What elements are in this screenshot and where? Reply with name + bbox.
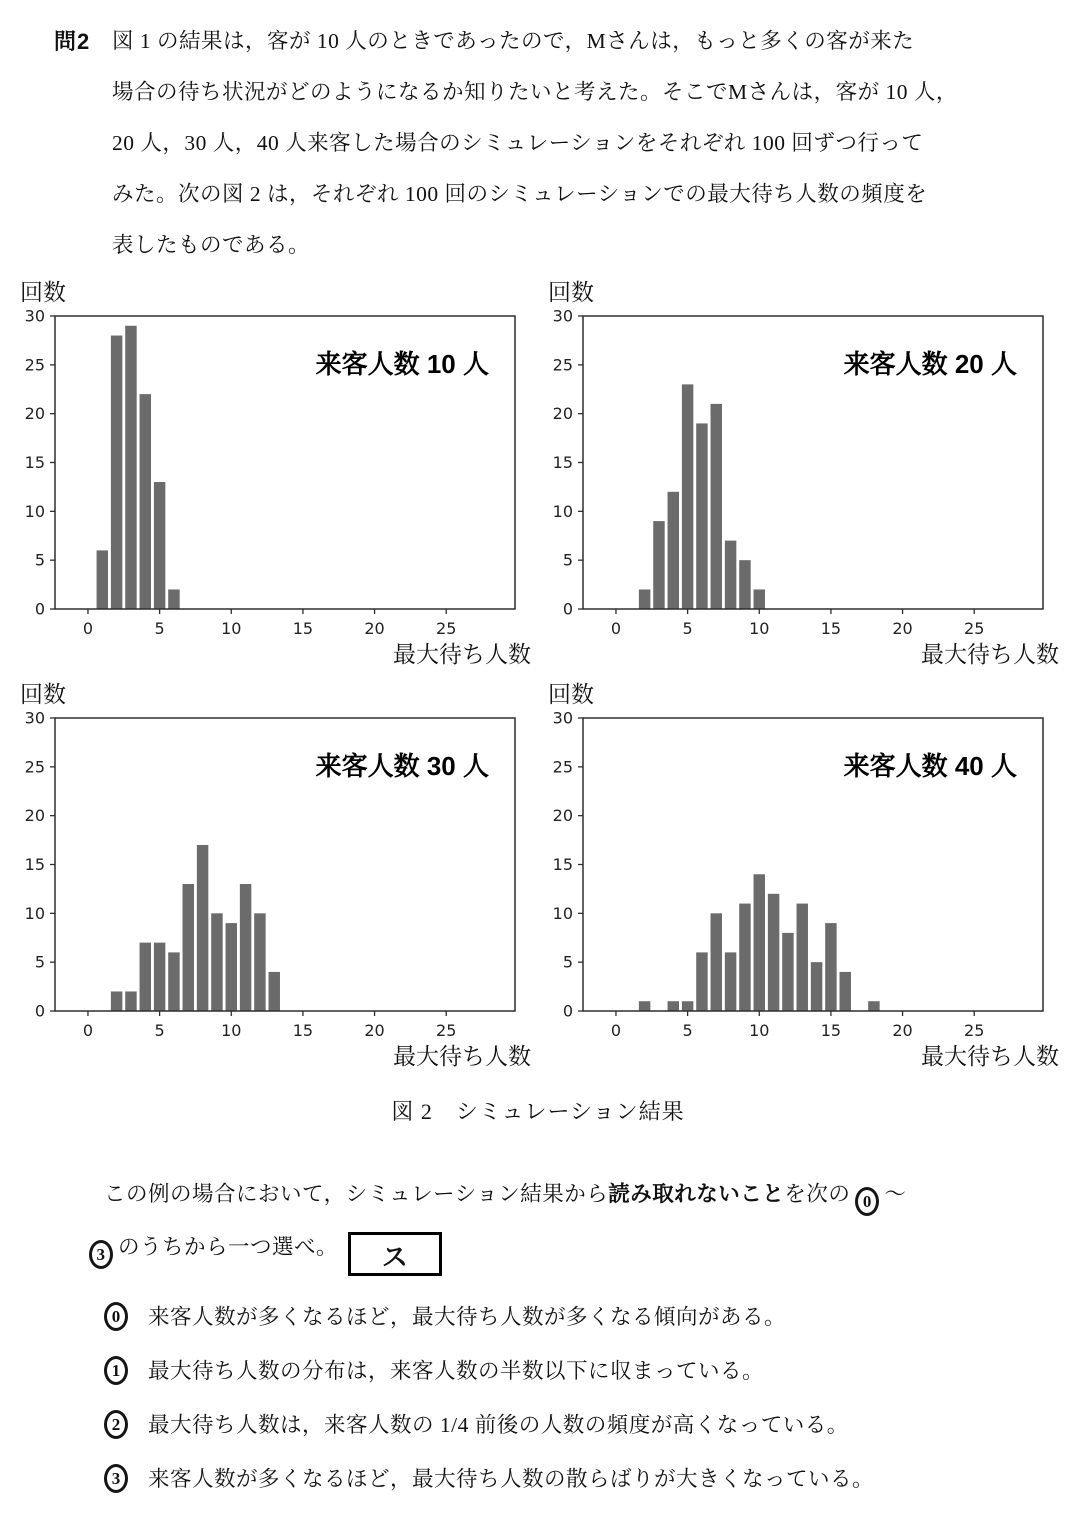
bars	[97, 326, 180, 609]
y-tick-label: 25	[552, 757, 573, 777]
x-tick-label: 20	[892, 1021, 913, 1040]
x-ticks	[611, 1011, 985, 1040]
bar-x4	[140, 943, 151, 1011]
answer-box-label: ス	[381, 1242, 409, 1272]
y-tick-label: 0	[562, 1001, 573, 1021]
x-tick-label: 0	[610, 1021, 622, 1040]
option-2-text: 最大待ち人数は，来客人数の 1/4 前後の人数の頻度が高くなっている。	[148, 1413, 849, 1437]
chart-annotation: 来客人数 20 人	[843, 349, 1017, 379]
y-ticks	[25, 307, 55, 619]
option-1-text: 最大待ち人数の分布は，来客人数の半数以下に収まっている。	[148, 1359, 765, 1383]
bar-x5	[154, 482, 165, 609]
y-tick-label: 30	[24, 708, 45, 728]
bar-x12	[782, 933, 793, 1011]
x-tick-label: 25	[964, 619, 985, 638]
bar-x1	[97, 550, 108, 609]
x-tick-label: 0	[610, 619, 622, 638]
x-axis-title: 最大待ち人数	[921, 642, 1059, 667]
bar-x5	[682, 384, 693, 609]
bar-x6	[696, 423, 707, 609]
x-tick-label: 5	[154, 619, 165, 638]
options-list	[104, 1302, 1046, 1495]
bar-x3	[125, 991, 136, 1011]
y-tick-label: 15	[552, 453, 573, 472]
y-tick-label: 5	[562, 952, 573, 972]
y-tick-label: 10	[552, 903, 573, 923]
option-row-3	[104, 1464, 1046, 1495]
y-tick-label: 30	[552, 306, 573, 326]
bar-x6	[168, 952, 179, 1011]
bar-x8	[725, 541, 736, 609]
x-tick-label: 10	[221, 1021, 242, 1040]
chart-annotation: 来客人数 30 人	[315, 751, 489, 781]
option-3-circled-number	[104, 1464, 128, 1493]
x-tick-label: 20	[892, 619, 913, 638]
bar-x7	[183, 884, 194, 1011]
y-axis-title: 回数	[20, 280, 66, 305]
option-3-digit: 3	[111, 1469, 121, 1488]
histogram-visitors-40	[546, 675, 1066, 1073]
x-tick-label: 15	[292, 619, 314, 638]
bar-x9	[211, 913, 222, 1011]
bar-x8	[725, 952, 736, 1011]
option-0-circled-number	[104, 1302, 128, 1331]
x-tick-label: 10	[221, 619, 242, 638]
bar-x13	[797, 904, 808, 1011]
option-1-digit: 1	[111, 1361, 121, 1380]
circled-number-0	[855, 1187, 879, 1216]
option-2-circled-number	[104, 1410, 128, 1439]
bar-x9	[739, 560, 750, 609]
option-1-circled-number	[104, 1356, 128, 1385]
bar-x10	[226, 923, 237, 1011]
circled-number-3-digit: 3	[96, 1245, 106, 1264]
x-tick-label: 15	[292, 1021, 314, 1040]
y-tick-label: 15	[24, 855, 45, 874]
bar-x14	[811, 962, 822, 1011]
bar-x12	[254, 913, 265, 1011]
y-tick-label: 20	[552, 404, 573, 424]
intro-text-line: 場合の待ち状況がどのようになるか知りたいと考えた。そこでMさんは，客が 10 人，	[112, 80, 958, 104]
y-tick-label: 5	[562, 550, 573, 570]
y-ticks	[553, 709, 583, 1021]
bar-x10	[754, 589, 765, 609]
histogram-visitors-20	[546, 273, 1066, 671]
histogram-svg	[18, 675, 538, 1073]
bars	[639, 384, 765, 609]
x-tick-label: 10	[749, 619, 770, 638]
y-tick-label: 15	[552, 855, 573, 874]
option-row-0	[104, 1302, 1046, 1333]
intro-text-line: みた。次の図 2 は，それぞれ 100 回のシミュレーションでの最大待ち人数の頻度を	[112, 182, 928, 206]
y-tick-label: 10	[24, 501, 45, 521]
y-ticks	[553, 307, 583, 619]
y-axis-title: 回数	[20, 682, 66, 707]
y-tick-label: 20	[24, 806, 45, 826]
bar-x6	[168, 589, 179, 609]
simulation-charts-grid	[18, 273, 1076, 1073]
bar-x4	[668, 1001, 679, 1011]
question-text-part1: この例の場合において，シミュレーション結果から	[104, 1182, 609, 1206]
question-line-2	[84, 1221, 1036, 1276]
option-2-digit: 2	[111, 1415, 121, 1434]
bar-x18	[868, 1001, 879, 1011]
x-tick-label: 25	[436, 1021, 457, 1040]
y-tick-label: 30	[552, 708, 573, 728]
bar-x13	[269, 972, 280, 1011]
bar-x2	[111, 336, 122, 609]
option-0-text: 来客人数が多くなるほど，最大待ち人数が多くなる傾向がある。	[148, 1305, 787, 1329]
y-tick-label: 5	[34, 952, 45, 972]
option-row-1	[104, 1356, 1046, 1387]
y-tick-label: 10	[24, 903, 45, 923]
x-tick-label: 10	[749, 1021, 770, 1040]
bar-x9	[739, 904, 750, 1011]
y-tick-label: 20	[24, 404, 45, 424]
intro-text-line: 表したものである。	[112, 233, 311, 257]
question-block	[84, 1168, 1036, 1276]
bar-x4	[140, 394, 151, 609]
question-line-1	[84, 1168, 1036, 1221]
x-ticks	[83, 1011, 457, 1040]
x-axis-title: 最大待ち人数	[393, 1044, 531, 1069]
y-tick-label: 30	[24, 306, 45, 326]
x-tick-label: 5	[154, 1021, 165, 1040]
answer-box-su	[348, 1232, 442, 1276]
x-ticks	[83, 609, 457, 638]
bar-x5	[154, 943, 165, 1011]
bar-x7	[711, 913, 722, 1011]
histogram-visitors-30	[18, 675, 538, 1073]
bar-x11	[768, 894, 779, 1011]
intro-text-line: 図 1 の結果は，客が 10 人のときであったので，Mさんは，もっと多くの客が来た	[112, 29, 915, 53]
bars	[639, 874, 880, 1011]
bar-x11	[240, 884, 251, 1011]
option-row-2	[104, 1410, 1046, 1441]
circled-number-0-digit: 0	[862, 1192, 872, 1211]
bar-x4	[668, 492, 679, 609]
x-tick-label: 20	[364, 619, 385, 638]
bar-x3	[125, 326, 136, 609]
y-tick-label: 25	[24, 757, 45, 777]
y-tick-label: 20	[552, 806, 573, 826]
x-tick-label: 0	[82, 619, 94, 638]
bar-x2	[639, 1001, 650, 1011]
y-tick-label: 5	[34, 550, 45, 570]
bar-x2	[111, 991, 122, 1011]
x-axis-title: 最大待ち人数	[393, 642, 531, 667]
bar-x10	[754, 874, 765, 1011]
y-tick-label: 25	[24, 355, 45, 375]
bar-x3	[653, 521, 664, 609]
x-tick-label: 5	[682, 1021, 693, 1040]
chart-annotation: 来客人数 40 人	[843, 751, 1017, 781]
histogram-svg	[546, 675, 1066, 1073]
x-tick-label: 25	[436, 619, 457, 638]
x-tick-label: 25	[964, 1021, 985, 1040]
question-tilde: ～	[884, 1182, 907, 1206]
histogram-svg	[546, 273, 1066, 671]
x-tick-label: 15	[820, 1021, 842, 1040]
bar-x7	[711, 404, 722, 609]
option-0-digit: 0	[111, 1307, 121, 1326]
question-text-part3: のうちから一つ選べ。	[118, 1235, 339, 1259]
bar-x16	[840, 972, 851, 1011]
question-bold-phrase: 読み取れないこと	[608, 1182, 785, 1206]
histogram-visitors-10	[18, 273, 538, 671]
y-tick-label: 10	[552, 501, 573, 521]
option-3-text: 来客人数が多くなるほど，最大待ち人数の散らばりが大きくなっている。	[148, 1467, 875, 1491]
question-text-part2: を次の	[784, 1182, 851, 1206]
y-tick-label: 0	[34, 599, 45, 619]
y-tick-label: 0	[34, 1001, 45, 1021]
x-ticks	[611, 609, 985, 638]
x-tick-label: 20	[364, 1021, 385, 1040]
y-axis-title: 回数	[548, 682, 594, 707]
bar-x15	[825, 923, 836, 1011]
x-tick-label: 15	[820, 619, 842, 638]
y-tick-label: 25	[552, 355, 573, 375]
x-tick-label: 5	[682, 619, 693, 638]
y-ticks	[25, 709, 55, 1021]
y-tick-label: 0	[562, 599, 573, 619]
y-tick-label: 15	[24, 453, 45, 472]
bar-x2	[639, 589, 650, 609]
histogram-svg	[18, 273, 538, 671]
x-tick-label: 0	[82, 1021, 94, 1040]
bar-x6	[696, 952, 707, 1011]
bars	[111, 845, 280, 1011]
circled-number-3	[89, 1240, 113, 1269]
figure-caption: 図 2 シミュレーション結果	[391, 1099, 685, 1124]
chart-annotation: 来客人数 10 人	[315, 349, 489, 379]
intro-text-line: 20 人，30 人，40 人来客した場合のシミュレーションをそれぞれ 100 回ずつ行って	[112, 131, 924, 155]
x-axis-title: 最大待ち人数	[921, 1044, 1059, 1069]
problem-intro	[0, 0, 1076, 271]
bar-x5	[682, 1001, 693, 1011]
bar-x8	[197, 845, 208, 1011]
y-axis-title: 回数	[548, 280, 594, 305]
problem-number-label: 問2	[54, 29, 91, 54]
